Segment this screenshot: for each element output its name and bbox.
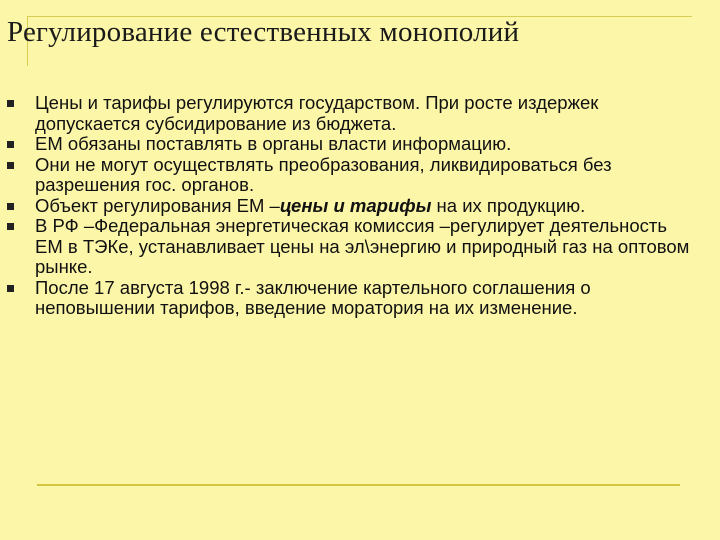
square-bullet-icon — [7, 203, 14, 210]
bullet-text-prefix: Объект регулирования ЕМ – — [35, 194, 280, 216]
bullet-item — [7, 93, 697, 134]
bullet-list — [7, 93, 697, 319]
square-bullet-icon — [7, 141, 14, 148]
bullet-text: После 17 августа 1998 г.- заключение картельного соглашения о неповышении тарифов, введение моратория на их изменение. — [35, 276, 591, 318]
bullet-item — [7, 155, 697, 196]
bullet-item — [7, 278, 697, 319]
bullet-item — [7, 216, 697, 278]
square-bullet-icon — [7, 162, 14, 169]
square-bullet-icon — [7, 100, 14, 107]
bottom-rule — [37, 484, 680, 486]
bullet-text: Цены и тарифы регулируются государством. При росте издержек допускается субсидирование из бюджета. — [35, 92, 599, 134]
slide-title: Регулирование естественных монополий — [7, 16, 520, 48]
square-bullet-icon — [7, 285, 14, 292]
bullet-item — [7, 134, 697, 155]
bullet-text-emphasis: цены и тарифы — [279, 194, 432, 216]
bullet-text: Они не могут осуществлять преобразования, ликвидироваться без разрешения гос. органов. — [35, 153, 612, 195]
bullet-text: В РФ –Федеральная энергетическая комиссия –регулирует деятельность ЕМ в ТЭКе, устанавливает цены на эл\энергию и природный газ на оптовом рынке. — [35, 215, 690, 277]
bullet-text: ЕМ обязаны поставлять в органы власти информацию. — [35, 133, 512, 154]
bullet-item — [7, 196, 697, 217]
bullet-text-suffix: на их продукцию. — [431, 194, 586, 216]
square-bullet-icon — [7, 223, 14, 230]
